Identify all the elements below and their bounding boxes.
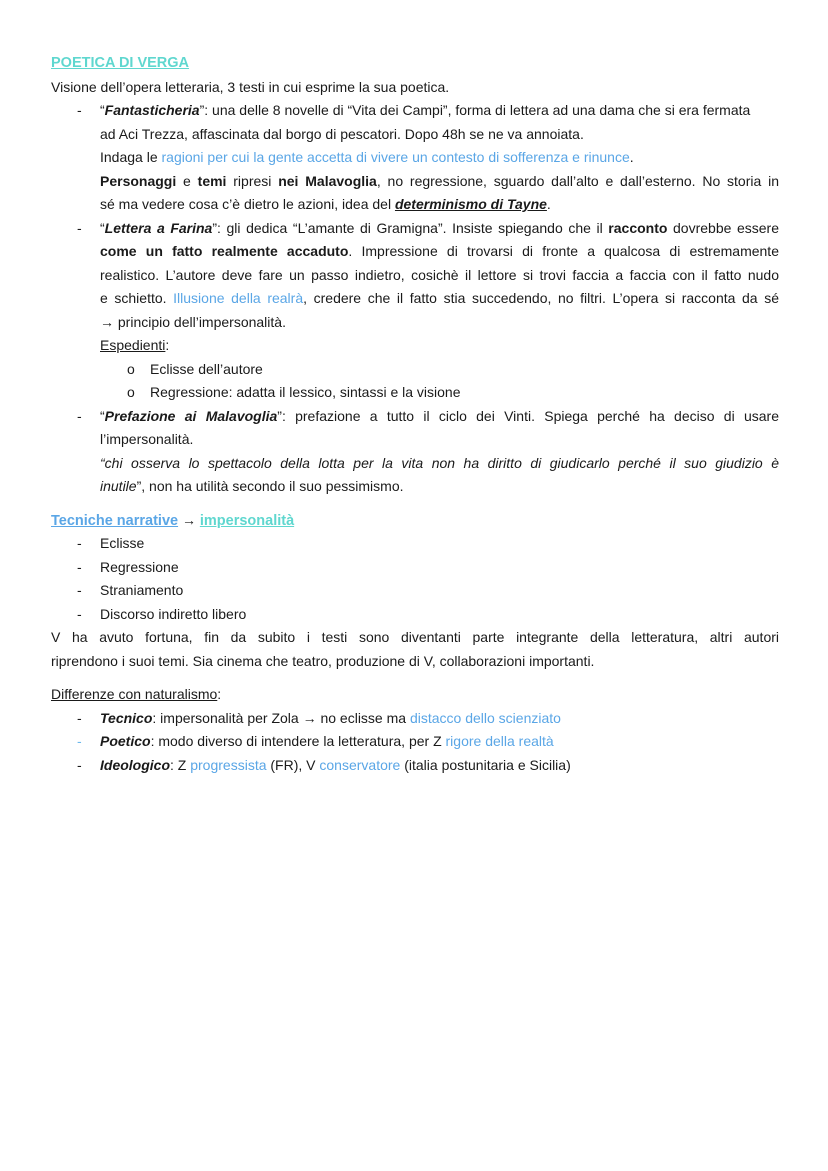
highlight-illusione: Illusione della realrà (173, 290, 304, 306)
document-page (51, 52, 779, 777)
fantasticheria-line-3: Indaga le ragioni per cui la gente accetta di vivere un contesto di sofferenza e rinunce. (100, 149, 634, 165)
list-item: - Regressione (77, 558, 179, 575)
prefazione-title: Prefazione ai Malavoglia (104, 407, 278, 424)
fantasticheria-line-5: sé ma vedere cosa c’è dietro le azioni, idea del determinismo di Tayne. (100, 196, 551, 212)
differenze-poetico: - Poetico: modo diverso di intendere la letteratura, per Z rigore della realtà (77, 733, 554, 749)
prefazione-line-1: - “Prefazione ai Malavoglia”: prefazione a tutto il ciclo dei Vinti. Spiega perché ha deciso di usare (100, 405, 779, 429)
intro-text: Visione dell’opera letteraria, 3 testi in cui esprime la sua poetica. (51, 78, 450, 95)
page-title: POETICA DI VERGA (51, 55, 190, 71)
dash-bullet: - (77, 407, 82, 424)
differenze-heading: Differenze con naturalismo: (51, 686, 222, 702)
fantasticheria-line-2: ad Aci Trezza, affascinata dal borgo di pescatori. Dopo 48h se ne va annoiata. (100, 125, 584, 142)
circle-bullet-icon: o (127, 384, 135, 400)
list-item: - Eclisse (77, 535, 145, 551)
fantasticheria-line-1: - “Fantasticheria”: una delle 8 novelle di “Vita dei Campi”, forma di lettera ad una dama che si era fermata (100, 99, 779, 123)
list-item: - Discorso indiretto libero (77, 605, 247, 622)
prefazione-quote-1: “chi osserva lo spettacolo della lotta per la vita non ha diritto di giudicarlo perché il suo giudizio è (100, 454, 779, 471)
list-item: o Eclisse dell’autore (150, 358, 779, 382)
highlight-ragioni: ragioni per cui la gente accetta di vivere un contesto di sofferenza e rinunce (161, 149, 630, 165)
differenze-ideologico: - Ideologico: Z progressista (FR), V conservatore (italia postunitaria e Sicilia) (77, 756, 571, 773)
lettera-title: Lettera a Farina (104, 219, 213, 236)
differenze-tecnico: - Tecnico: impersonalità per Zola → no eclisse ma distacco dello scienziato (77, 709, 561, 726)
dash-bullet: - (77, 219, 82, 236)
fantasticheria-line-4: Personaggi e temi ripresi nei Malavoglia, no regressione, sguardo dall’alto e dall’esterno. No storia in (100, 172, 779, 189)
fantasticheria-title: Fantasticheria (104, 102, 200, 118)
dash-bullet: - (77, 102, 82, 118)
espedienti-heading: Espedienti: (100, 337, 170, 353)
lettera-line-2: come un fatto realmente accaduto. Impressione di trovarsi di fronte a qualcosa di estremamente (100, 243, 779, 259)
lettera-line-4: e schietto. Illusione della realrà, credere che il fatto stia succedendo, no filtri. L’opera si racconta da sé (100, 290, 779, 306)
lettera-line-3: realistico. L’autore deve fare un passo indietro, cosichè il lettore si trovi faccia a faccia con il fatto nudo (100, 266, 779, 283)
circle-bullet-icon: o (127, 360, 135, 377)
lettera-line-5: → principio dell’impersonalità. (100, 313, 286, 330)
list-item: o Regressione: adatta il lessico, sintassi e la visione (150, 381, 779, 405)
determinismo-term: determinismo di Tayne (394, 196, 547, 212)
tecniche-heading: Tecniche narrative → impersonalità (51, 511, 295, 529)
fortuna-line-2: riprendono i suoi temi. Sia cinema che teatro, produzione di V, collaborazioni importanti. (51, 652, 595, 669)
list-item: - Straniamento (77, 582, 184, 598)
prefazione-quote-2: inutile”, non ha utilità secondo il suo pessimismo. (100, 478, 404, 494)
prefazione-line-2: l’impersonalità. (100, 431, 194, 447)
fortuna-line-1: V ha avuto fortuna, fin da subito i testi sono diventanti parte integrante della letteratura, altri autori (51, 629, 779, 645)
lettera-line-1: - “Lettera a Farina”: gli dedica “L’amante di Gramigna”. Insiste spiegando che il racconto dovrebbe essere (100, 217, 779, 241)
